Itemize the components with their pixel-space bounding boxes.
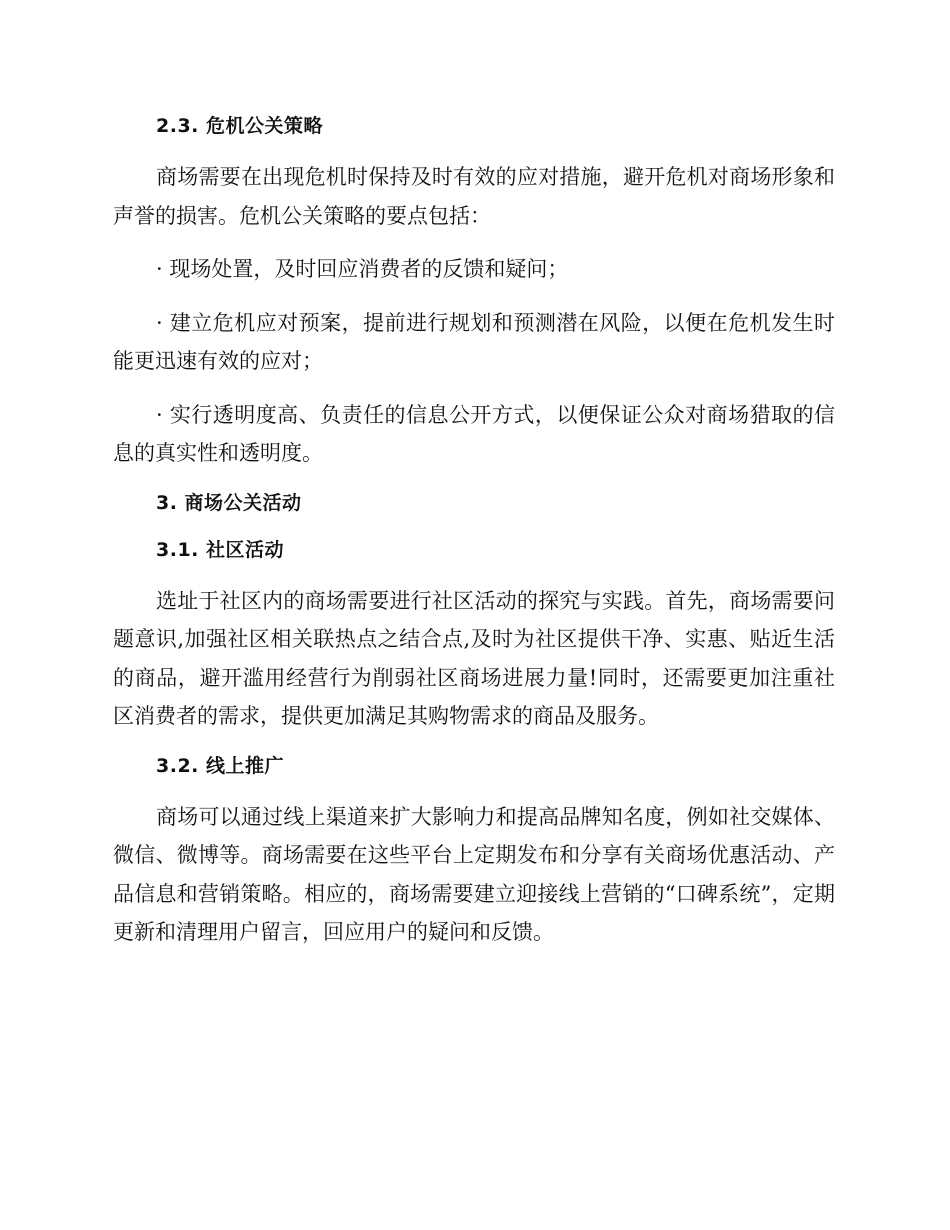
paragraph-community-activities: 选址于社区内的商场需要进行社区活动的探究与实践。首先，商场需要问题意识,加强社区相关联热点之结合点,及时为社区提供干净、实惠、贴近生活的商品，避开滥用经营行为削弱社区商场进展力量!同时，还需要更加注重社区消费者的需求，提供更加满足其购物需求的商品及服务。 [113, 588, 835, 728]
section-heading-3: 3. 商场公关活动 [156, 491, 302, 514]
bullet-item-crisis-plan: · 建立危机应对预案，提前进行规划和预测潜在风险，以便在危机发生时能更迅速有效的应对； [113, 310, 835, 373]
paragraph-crisis-intro: 商场需要在出现危机时保持及时有效的应对措施，避开危机对商场形象和声誉的损害。危机公关策略的要点包括： [113, 165, 835, 228]
section-heading-3-1: 3.1. 社区活动 [156, 538, 284, 561]
paragraph-online-promotion: 商场可以通过线上渠道来扩大影响力和提高品牌知名度，例如社交媒体、微信、微博等。商场需要在这些平台上定期发布和分享有关商场优惠活动、产品信息和营销策略。相应的，商场需要建立迎接线上营销的“口碑系统”，定期更新和清理用户留言，回应用户的疑问和反馈。 [113, 804, 835, 944]
section-heading-2-3: 2.3. 危机公关策略 [156, 115, 323, 137]
section-heading-3-2: 3.2. 线上推广 [156, 754, 284, 777]
document-body [113, 111, 835, 967]
bullet-item-onsite-handling: · 现场处置，及时回应消费者的反馈和疑问； [156, 257, 569, 281]
bullet-item-transparency: · 实行透明度高、负责任的信息公开方式，以便保证公众对商场猎取的信息的真实性和透明度。 [113, 402, 835, 465]
